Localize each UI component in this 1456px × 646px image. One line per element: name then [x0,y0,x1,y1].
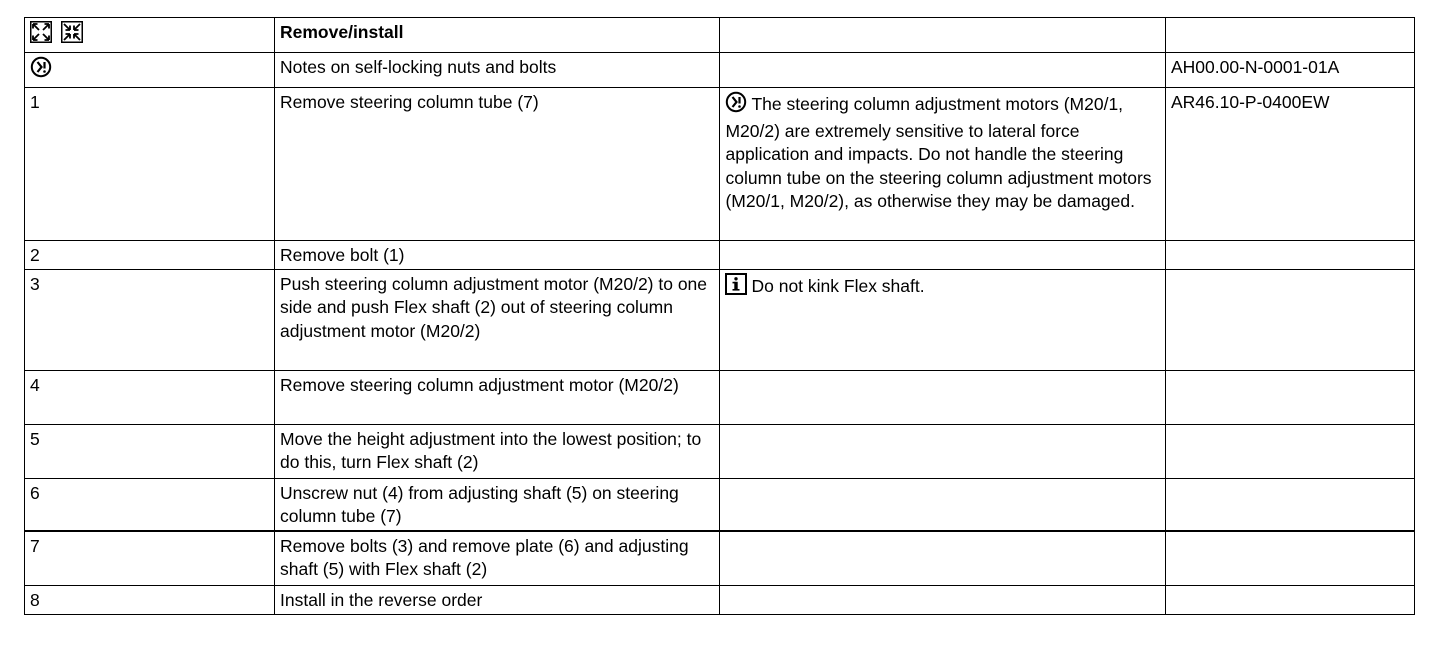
step-reference [1165,370,1414,424]
header-empty-cell [1165,18,1414,53]
step-note [720,478,1165,531]
step-action: Unscrew nut (4) from adjusting shaft (5) on steering column tube (7) [275,478,720,531]
step-action: Install in the reverse order [275,586,720,615]
step-action: Remove bolt (1) [275,241,720,270]
step-number: 5 [25,424,275,478]
step-action: Push steering column adjustment motor (M20/2) to one side and push Flex shaft (2) out of steering column adjustment motor (M20/2) [275,269,720,370]
step-note [720,424,1165,478]
step-reference [1165,478,1414,531]
expand-arrows-icon[interactable] [30,21,52,50]
step-action: Remove steering column tube (7) [275,88,720,241]
step-action: Remove bolts (3) and remove plate (6) and adjusting shaft (5) with Flex shaft (2) [275,531,720,586]
table-row [25,424,1415,478]
step-reference [1165,586,1414,615]
step-action: Move the height adjustment into the lowest position; to do this, turn Flex shaft (2) [275,424,720,478]
table-row [25,269,1415,370]
table-row [25,586,1415,615]
step-reference [1165,269,1414,370]
notes-icon-cell [25,53,275,88]
step-note-cell [720,269,1165,370]
notes-reference-link[interactable]: AH00.00-N-0001-01A [1165,53,1414,88]
notes-empty-cell [720,53,1165,88]
collapse-arrows-icon[interactable] [61,21,83,50]
header-empty-cell [720,18,1165,53]
table-row [25,241,1415,270]
step-number: 7 [25,531,275,586]
header-title: Remove/install [275,18,720,53]
step-reference-link[interactable]: AR46.10-P-0400EW [1165,88,1414,241]
step-note [720,531,1165,586]
step-note [720,370,1165,424]
info-icon [725,273,749,302]
step-note [720,241,1165,270]
table-row [25,88,1415,241]
notes-row [25,53,1415,88]
step-reference [1165,241,1414,270]
step-number: 6 [25,478,275,531]
warning-circle-icon [725,91,749,120]
step-reference [1165,531,1414,586]
step-note-cell [720,88,1165,241]
table-row [25,370,1415,424]
procedure-table [24,17,1415,615]
step-action: Remove steering column adjustment motor (M20/2) [275,370,720,424]
step-note [720,586,1165,615]
table-row [25,478,1415,531]
step-number: 2 [25,241,275,270]
header-row [25,18,1415,53]
step-note: The steering column adjustment motors (M20/1, M20/2) are extremely sensitive to lateral force application and impacts. Do not handle the steering column tube on the steering column adjustment motors (M20/1, M20/2), as otherwise they may be damaged. [725,94,1152,211]
warning-circle-icon [30,56,52,85]
step-note: Do not kink Flex shaft. [751,275,925,296]
step-number: 1 [25,88,275,241]
step-reference [1165,424,1414,478]
notes-text: Notes on self-locking nuts and bolts [275,53,720,88]
header-icons-cell [25,18,275,53]
step-number: 3 [25,269,275,370]
step-number: 4 [25,370,275,424]
step-number: 8 [25,586,275,615]
table-row [25,531,1415,586]
